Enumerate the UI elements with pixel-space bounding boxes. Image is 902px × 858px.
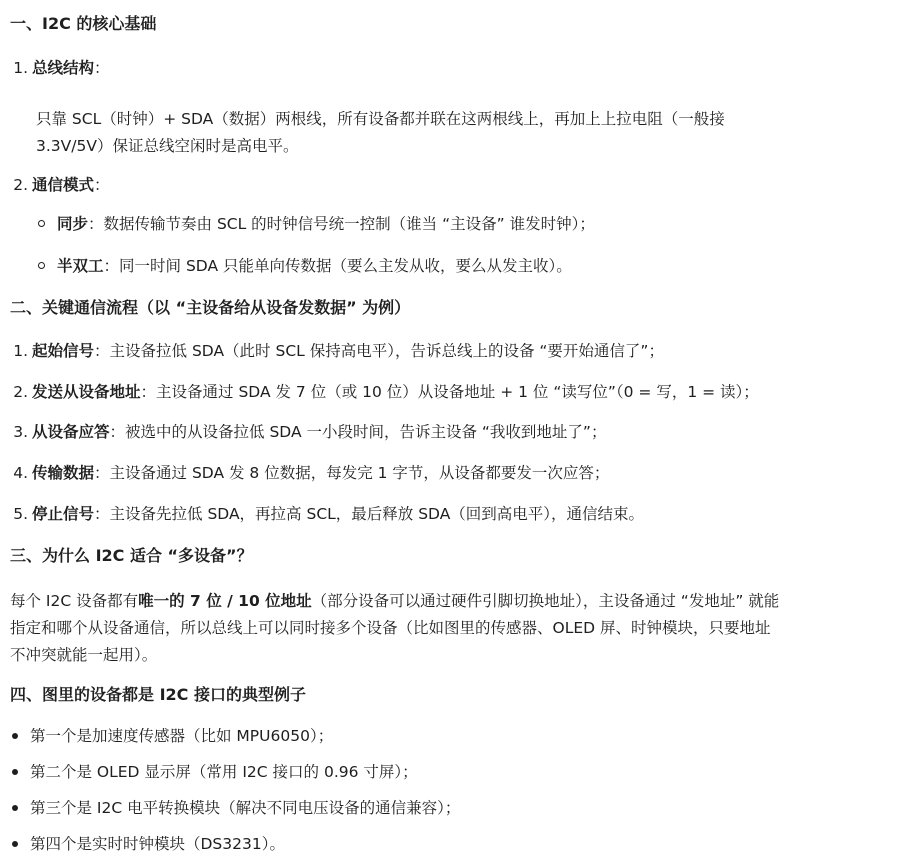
list-item-comm-mode: 2. 通信模式：: [10, 174, 110, 196]
section-heading-1: 一、I2C 的核心基础: [10, 14, 157, 33]
section-heading-2: 二、关键通信流程（以 “主设备给从设备发数据” 为例）: [10, 298, 411, 317]
list-number: 1.: [13, 59, 28, 77]
list-item: 第三个是 I2C 电平转换模块（解决不同电压设备的通信兼容）；: [12, 797, 460, 819]
step-item: 5. 停止信号：主设备先拉低 SDA，再拉高 SCL，最后释放 SDA（回到高电平），通信结束。: [13, 505, 645, 523]
bullet-icon: [12, 805, 18, 811]
list-item: 第四个是实时时钟模块（DS3231）。: [12, 833, 285, 855]
step-item: 4. 传输数据：主设备通过 SDA 发 8 位数据，每发完 1 字节，从设备都要发一次应答；: [13, 464, 610, 482]
bullet-icon: [12, 769, 18, 775]
circle-bullet-icon: [38, 262, 45, 269]
sub-item-half-duplex: 半双工：同一时间 SDA 只能单向传数据（要么主发从收，要么从发主收）。: [38, 255, 572, 277]
list-item: 第二个是 OLED 显示屏（常用 I2C 接口的 0.96 寸屏）；: [12, 761, 418, 783]
sub-item-sync: 同步：数据传输节奏由 SCL 的时钟信号统一控制（谁当 “主设备” 谁发时钟）；: [38, 213, 595, 235]
circle-bullet-icon: [38, 220, 45, 227]
list-item: 第一个是加速度传感器（比如 MPU6050）；: [12, 725, 333, 747]
list-item-bus-structure: 1. 总线结构：: [10, 57, 110, 79]
bullet-icon: [12, 733, 18, 739]
paragraph-multi-device-line1: 每个 I2C 设备都有唯一的 7 位 / 10 位地址（部分设备可以通过硬件引脚切换地址），主设备通过 “发地址” 就能: [10, 592, 780, 610]
paragraph-bus-structure-line2: 3.3V/5V）保证总线空闲时是高电平。: [36, 137, 299, 155]
step-item: 2. 发送从设备地址：主设备通过 SDA 发 7 位（或 10 位）从设备地址 + 1 位 “读写位”（0 = 写，1 = 读）；: [13, 383, 759, 401]
paragraph-bus-structure-line1: 只靠 SCL（时钟）+ SDA（数据）两根线，所有设备都并联在这两根线上，再加上上拉电阻（一般接: [36, 110, 725, 128]
list-number: 2.: [13, 176, 28, 194]
item-label: 通信模式: [32, 176, 95, 194]
paragraph-multi-device-line2: 指定和哪个从设备通信，所以总线上可以同时接多个设备（比如图里的传感器、OLED 屏、时钟模块，只要地址: [10, 619, 771, 637]
section-heading-3: 三、为什么 I2C 适合 “多设备”？: [10, 546, 253, 565]
bullet-icon: [12, 841, 18, 847]
step-item: 3. 从设备应答：被选中的从设备拉低 SDA 一小段时间，告诉主设备 “我收到地址了”；: [13, 423, 607, 441]
paragraph-multi-device-line3: 不冲突就能一起用）。: [10, 646, 158, 664]
item-label: 总线结构: [32, 59, 95, 77]
section-heading-4: 四、图里的设备都是 I2C 接口的典型例子: [10, 685, 306, 704]
step-item: 1. 起始信号：主设备拉低 SDA（此时 SCL 保持高电平），告诉总线上的设备 “要开始通信了”；: [13, 342, 664, 360]
